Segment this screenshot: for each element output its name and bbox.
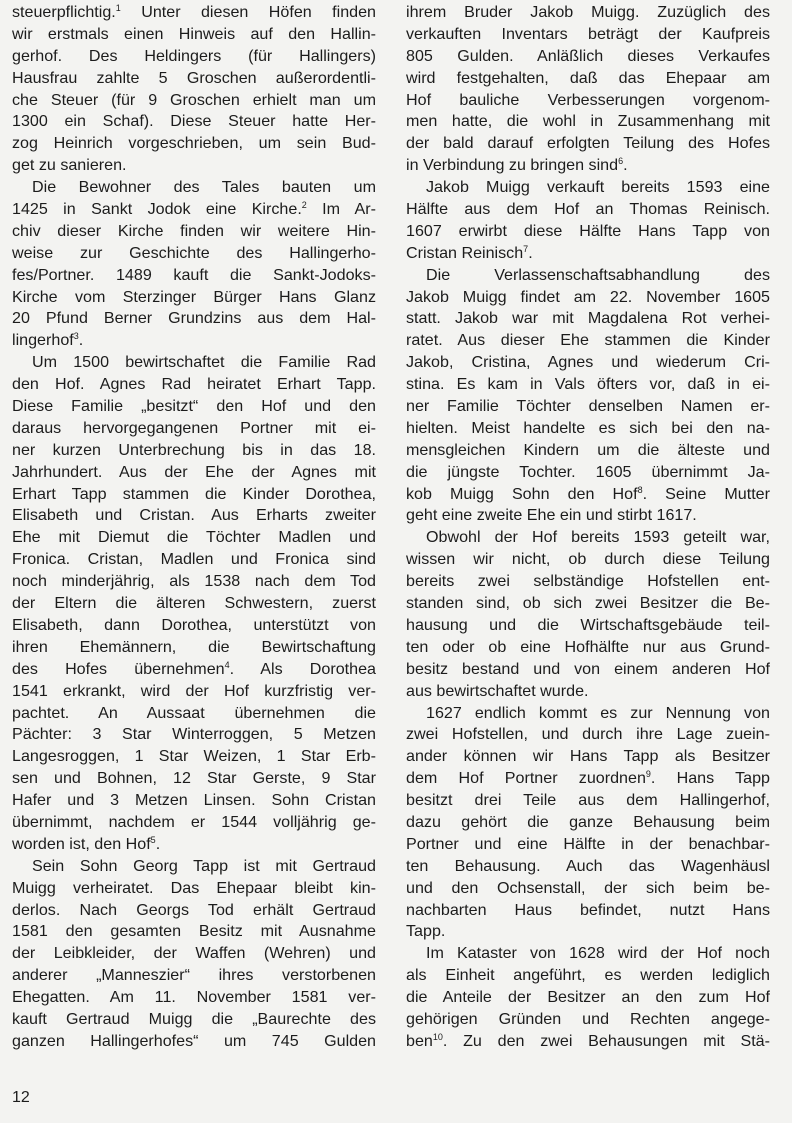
text-line [406,1031,770,1053]
line-text: Ehegatten. Am 11. November 1581 ver- [12,988,376,1007]
line-text-after: . [528,243,533,262]
text-line [12,440,376,462]
text-line [406,155,770,177]
line-text: Hafer und 3 Metzen Linsen. Sohn Cristan [12,791,376,810]
text-line [406,90,770,112]
line-text: worden ist, den Hof [12,834,151,853]
line-text: noch minderjährig, als 1538 nach dem Tod [12,572,376,591]
text-line [406,593,770,615]
line-text: Hof bauliche Verbesserungen vorgenom- [406,90,770,109]
line-text: ihrem Bruder Jakob Muigg. Zuzüglich des [406,3,770,21]
text-line [406,878,770,900]
text-line [406,943,770,965]
text-line [406,440,770,462]
line-text: nachbarten Haus befindet, nutzt Hans [406,900,770,919]
text-line [406,199,770,221]
text-line [12,505,376,527]
text-line [406,768,770,790]
text-line [406,637,770,659]
line-text: ner Familie Töchter denselben Namen er- [406,397,770,416]
footnote-ref: 9 [645,769,651,780]
line-text: Kirche vom Sterzinger Bürger Hans Glanz [12,287,376,306]
text-line [406,659,770,681]
footnote-ref: 4 [224,659,230,670]
text-line [406,308,770,330]
line-text: steuerpflichtig. [12,3,116,21]
line-text: besitz bestand und von einem anderen Hof [406,659,770,678]
text-line [406,549,770,571]
line-text: bereits zwei selbständige Hofstellen ent- [406,572,770,591]
line-text: ganzen Hallingerhofes“ um 745 Gulden [12,1031,376,1050]
text-line [12,133,376,155]
line-text: Im Kataster von 1628 wird der Hof noch [426,944,770,963]
text-line [406,615,770,637]
line-text-after: . Seine Mutter [642,484,770,503]
line-text-after: . Als Dorothea [229,659,376,678]
line-text: 805 Gulden. Anläßlich dieses Verkaufes [406,46,770,65]
text-line [406,287,770,309]
line-text: dem Hof Portner zuordnen [406,769,646,788]
text-line [406,724,770,746]
line-text: Ehe mit Diemut die Töchter Madlen und [12,528,376,547]
line-text-after: Im Ar- [306,200,376,219]
line-text: verkauften Inventars beträgt der Kaufpreis [406,24,770,43]
line-text: Pächter: 3 Star Winterroggen, 5 Metzen [12,725,376,744]
text-line [406,856,770,878]
line-text: Die Verlassenschaftsabhandlung des [426,265,770,284]
line-text: ner kurzen Unterbrechung bis in das 18. [12,440,376,459]
line-text-after: . Zu den zwei Behausungen mit Stä- [442,1031,770,1050]
text-line [12,681,376,703]
line-text: Hälfte aus dem Hof an Thomas Reinisch. [406,200,770,219]
text-line [406,374,770,396]
text-line [12,265,376,287]
line-text: wird festgehalten, daß das Ehepaar am [406,68,770,87]
text-line [12,24,376,46]
line-text: Jakob Muigg findet am 22. November 1605 [406,287,770,306]
line-text: 1581 den gesamten Besitz mit Ausnahme [12,922,376,941]
footnote-ref: 8 [637,484,643,495]
line-text: als Einheit angeführt, es werden lediglich [406,966,770,985]
left-column [12,2,376,1053]
line-text: get zu sanieren. [12,156,127,175]
text-line [12,987,376,1009]
text-line [12,659,376,681]
line-text: ben [406,1031,433,1050]
text-line [406,111,770,133]
text-line [12,878,376,900]
line-text: Muigg verheiratet. Das Ehepaar bleibt kin- [12,878,376,897]
line-text: Erhart Tapp stammen die Kinder Dorothea, [12,484,376,503]
line-text: Elisabeth, dann Dorothea, unterstützt von [12,615,376,634]
line-text: wir erstmals einen Hinweis auf den Hallin- [12,24,376,43]
line-text: gehörigen Gründen und Rechten angege- [406,1009,770,1028]
text-line [406,965,770,987]
line-text: 1300 ein Schaf). Diese Steuer hatte Her- [12,112,376,131]
text-line [12,155,376,177]
text-line [406,2,770,24]
text-line [12,965,376,987]
line-text: 20 Pfund Berner Grundzins aus dem Hal- [12,309,376,328]
line-text: die jüngste Tochter. 1605 übernimmt Ja- [406,462,770,481]
line-text: lingerhof [12,331,74,350]
text-line [12,527,376,549]
text-line [406,46,770,68]
text-line [406,68,770,90]
line-text: in Verbindung zu bringen sind [406,156,619,175]
text-line [406,681,770,703]
line-text: derlos. Nach Georgs Tod erhält Gertraud [12,900,376,919]
line-text: geht eine zweite Ehe ein und stirbt 1617. [406,506,697,525]
text-line [12,834,376,856]
page-number: 12 [12,1089,30,1106]
line-text: Die Bewohner des Tales bauten um [32,178,376,197]
line-text-after: . [155,834,161,853]
text-line [406,921,770,943]
line-text: ihren Ehemännern, die Bewirtschaftung [12,637,376,656]
text-line [12,571,376,593]
line-text: aus bewirtschaftet wurde. [406,681,589,700]
line-text: ratet. Aus dieser Ehe stammen die Kinder [406,331,770,350]
text-line [12,352,376,374]
text-line [406,1009,770,1031]
text-line [406,24,770,46]
line-text: zwei Hofstellen, und durch ihre Lage zuein- [406,725,770,744]
line-text: anderer „Manneszier“ ihres verstorbenen [12,966,376,985]
footnote-ref: 1 [115,3,121,13]
text-line [12,46,376,68]
line-text: Portner und eine Hälfte in der benachbar- [406,834,770,853]
line-text: che Steuer (für 9 Groschen erhielt man um [12,90,376,109]
text-line [406,418,770,440]
text-line [12,243,376,265]
line-text: Jahrhundert. Aus der Ehe der Agnes mit [12,462,376,481]
line-text: gerhof. Des Heldingers (für Hallingers) [12,46,376,65]
line-text: der Leibkleider, der Waffen (Wehren) und [12,944,376,963]
text-line [12,484,376,506]
text-line [406,703,770,725]
text-line [12,703,376,725]
footnote-ref: 2 [301,200,307,211]
line-text: 1541 erkrankt, wird der Hof kurzfristig ver- [12,681,376,700]
line-text: stina. Es kam in Vals öfters vor, daß in ei- [406,375,770,394]
text-line [12,111,376,133]
text-line [12,330,376,352]
text-line [12,221,376,243]
text-line [12,308,376,330]
line-text: Fronica. Cristan, Madlen und Fronica sind [12,550,376,569]
text-line [12,900,376,922]
text-line [406,746,770,768]
line-text: men hatte, die wohl in Zusammenhang mit [406,112,770,131]
text-line [406,221,770,243]
text-line [12,549,376,571]
line-text: 1607 erwirbt diese Hälfte Hans Tapp von [406,221,770,240]
line-text: besitzt drei Teile aus dem Hallingerhof, [406,791,770,810]
text-line [406,527,770,549]
text-line [12,287,376,309]
text-line [12,1031,376,1053]
line-text: 1425 in Sankt Jodok eine Kirche. [12,200,302,219]
text-line [406,133,770,155]
text-line [406,352,770,374]
line-text: die Anteile der Besitzer an den zum Hof [406,988,770,1007]
line-text: Jakob, Cristina, Agnes und wiederum Cri- [406,353,770,372]
line-text: chiv dieser Kirche finden wir weitere Hin- [12,221,376,240]
text-line [12,856,376,878]
line-text: Obwohl der Hof bereits 1593 geteilt war, [426,528,770,547]
text-line [12,724,376,746]
line-text: des Hofes übernehmen [12,659,225,678]
text-line [12,177,376,199]
line-text: kauft Gertraud Muigg die „Baurechte des [12,1009,376,1028]
line-text: Hausfrau zahlte 5 Groschen außerordentli- [12,68,376,87]
line-text: weise zur Geschichte des Hallingerho- [12,243,376,262]
text-line [406,243,770,265]
line-text-after: . Hans Tapp [650,769,771,788]
text-line [406,900,770,922]
line-text-after: . [623,156,628,175]
line-text: Elisabeth und Cristan. Aus Erharts zweiter [12,506,376,525]
text-line [12,2,376,24]
text-line [406,812,770,834]
text-line [12,418,376,440]
text-line [406,396,770,418]
line-text: Sein Sohn Georg Tapp ist mit Gertraud [32,856,376,875]
line-text: fes/Portner. 1489 kauft die Sankt-Jodoks- [12,265,376,284]
text-line [12,746,376,768]
text-line [406,790,770,812]
line-text: übernimmt, nachdem er 1544 volljährig ge- [12,812,376,831]
text-line [12,462,376,484]
text-line [12,790,376,812]
text-line [12,943,376,965]
text-line [12,921,376,943]
text-line [12,615,376,637]
text-line [406,484,770,506]
line-text: 1627 endlich kommt es zur Nennung von [426,703,770,722]
line-text: den Hof. Agnes Rad heiratet Erhart Tapp. [12,375,376,394]
line-text: der bald darauf erfolgten Teilung des Hofes [406,134,770,153]
line-text: mensgleichen Kindern um die älteste und [406,440,770,459]
line-text: zog Heinrich vorgeschrieben, um sein Bud- [12,134,376,153]
text-line [406,987,770,1009]
footnote-ref: 5 [150,834,156,845]
line-text: ten Behausung. Auch das Wagenhäusl [406,856,770,875]
line-text: dazu gehört die ganze Behausung beim [406,812,770,831]
line-text: ander können wir Hans Tapp als Besitzer [406,747,770,766]
line-text: Jakob Muigg verkauft bereits 1593 eine [426,178,770,197]
line-text-after: Unter diesen Höfen finden [120,3,376,21]
line-text: Tapp. [406,922,446,941]
line-text: standen sind, ob sich zwei Besitzer die Be- [406,594,770,613]
line-text: kob Muigg Sohn den Hof [406,484,638,503]
line-text: hielten. Meist handelte es sich bei den na- [406,418,770,437]
text-line [12,90,376,112]
line-text: Cristan Reinisch [406,243,524,262]
footnote-ref: 10 [432,1031,443,1042]
text-line [12,593,376,615]
text-line [12,374,376,396]
line-text: ten oder ob eine Hofhälfte nur aus Grund- [406,637,770,656]
text-line [12,812,376,834]
text-line [406,177,770,199]
footnote-ref: 3 [73,331,79,342]
line-text-after: . [78,331,84,350]
line-text: statt. Jakob war mit Magdalena Rot verhei- [406,309,770,328]
line-text: pachtet. An Aussaat übernehmen die [12,703,376,722]
text-line [406,834,770,856]
line-text: hausung und die Wirtschaftsgebäude teil- [406,615,770,634]
text-line [12,68,376,90]
line-text: der Eltern die älteren Schwestern, zuerst [12,594,376,613]
text-line [406,330,770,352]
line-text: daraus hervorgegangenen Portner mit ei- [12,418,376,437]
footnote-ref: 6 [618,156,624,167]
line-text: sen und Bohnen, 12 Star Gerste, 9 Star [12,769,376,788]
text-line [12,637,376,659]
text-line [406,265,770,287]
line-text: Langesroggen, 1 Star Weizen, 1 Star Erb- [12,747,376,766]
text-line [12,768,376,790]
line-text: Um 1500 bewirtschaftet die Familie Rad [32,353,376,372]
text-line [12,1009,376,1031]
text-line [12,199,376,221]
text-line [406,462,770,484]
text-line [406,505,770,527]
footnote-ref: 7 [523,243,529,254]
line-text: und den Ochsenstall, der sich beim be- [406,878,770,897]
right-column [406,2,770,1053]
line-text: wissen wir nicht, ob durch diese Teilung [406,550,770,569]
line-text: Diese Familie „besitzt“ den Hof und den [12,397,376,416]
text-line [406,571,770,593]
text-line [12,396,376,418]
